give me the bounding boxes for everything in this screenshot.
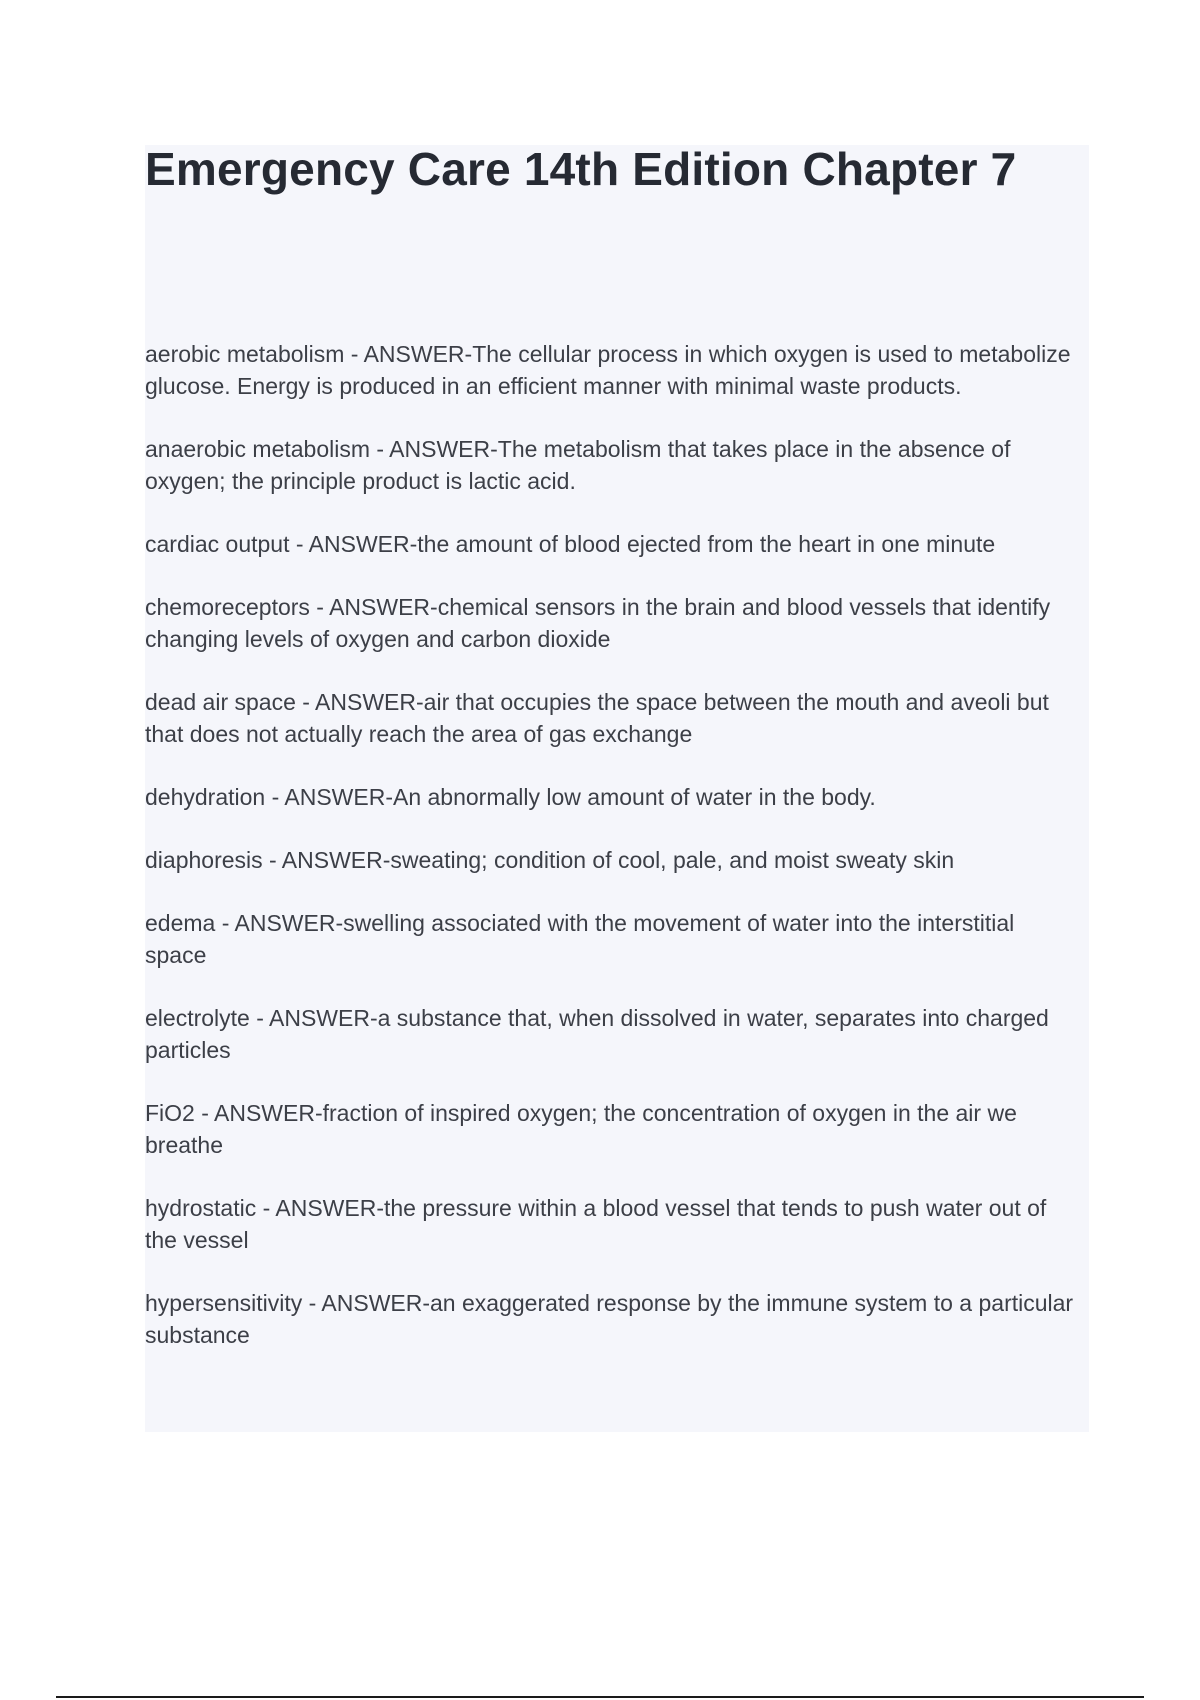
glossary-entry: hypersensitivity - ANSWER-an exaggerated response by the immune system to a particular substance <box>145 1290 1074 1348</box>
page-title: Emergency Care 14th Edition Chapter 7 <box>145 143 1017 195</box>
glossary-entry: diaphoresis - ANSWER-sweating; condition of cool, pale, and moist sweaty skin <box>145 847 955 873</box>
glossary-entry: anaerobic metabolism - ANSWER-The metabolism that takes place in the absence of oxygen; the principle product is lactic acid. <box>145 436 1011 494</box>
glossary-entry: hydrostatic - ANSWER-the pressure within a blood vessel that tends to push water out of the vessel <box>145 1195 1047 1253</box>
glossary-entry: dead air space - ANSWER-air that occupies the space between the mouth and aveoli but that does not actually reach the area of gas exchange <box>145 689 1049 747</box>
glossary-entry: aerobic metabolism - ANSWER-The cellular process in which oxygen is used to metabolize glucose. Energy is produced in an efficient manner with minimal waste products. <box>145 341 1071 399</box>
glossary-entry: FiO2 - ANSWER-fraction of inspired oxygen; the concentration of oxygen in the air we breathe <box>145 1100 1017 1158</box>
glossary-entry: electrolyte - ANSWER-a substance that, when dissolved in water, separates into charged particles <box>145 1005 1049 1063</box>
glossary-list <box>145 338 1080 1382</box>
glossary-entry: edema - ANSWER-swelling associated with the movement of water into the interstitial space <box>145 910 1015 968</box>
glossary-entry: cardiac output - ANSWER-the amount of blood ejected from the heart in one minute <box>145 531 996 557</box>
glossary-entry: chemoreceptors - ANSWER-chemical sensors in the brain and blood vessels that identify changing levels of oxygen and carbon dioxide <box>145 594 1051 652</box>
page-bottom-divider <box>56 1696 1144 1698</box>
glossary-entry: dehydration - ANSWER-An abnormally low amount of water in the body. <box>145 784 876 810</box>
